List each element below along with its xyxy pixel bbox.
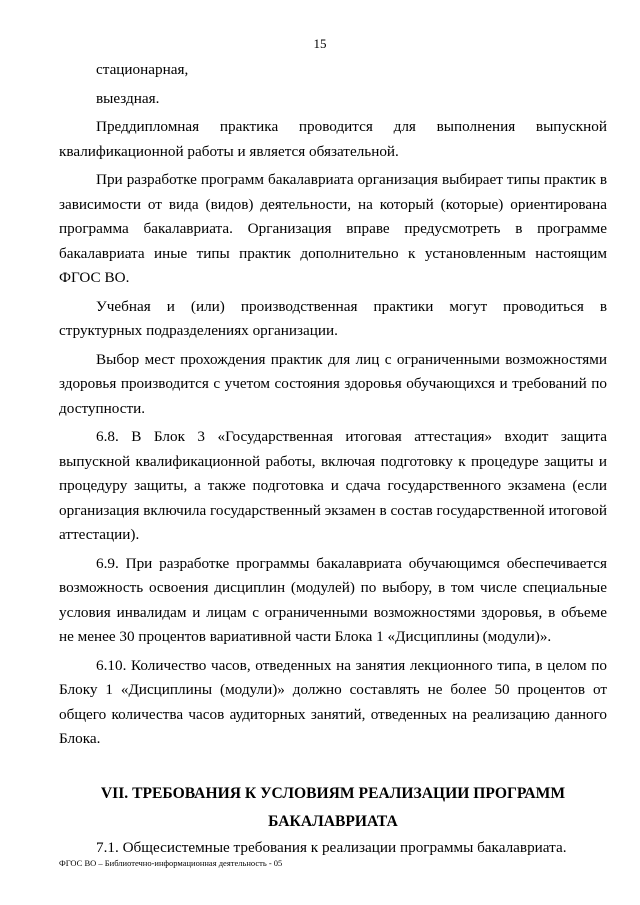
paragraph-list-item-field: выездная. <box>96 89 160 107</box>
paragraph-prediploma-practice: Преддипломная практика проводится для выполнения выпускной квалификационной работы и является обязательной. <box>59 118 607 160</box>
paragraph-disabilities-practice: Выбор мест прохождения практик для лиц с ограниченными возможностями здоровья производится с учетом состояния здоровья обучающихся и требований по доступности. <box>59 350 607 417</box>
page-number: 15 <box>313 36 327 51</box>
paragraph-6-10: 6.10. Количество часов, отведенных на занятия лекционного типа, в целом по Блоку 1 «Дисциплины (модули)» должно составлять не более 50 процентов от общего количества часов аудиторных занятий, отведенных на реализацию данного Блока. <box>59 656 607 747</box>
paragraph-6-9: 6.9. При разработке программы бакалавриата обучающимся обеспечивается возможность освоения дисциплин (модулей) по выбору, в том числе специальные условия инвалидам и лицам с ограниченными возможностями здоровья, в объеме не менее 30 процентов вариативной части Блока 1 «Дисциплины (модули)». <box>59 554 607 645</box>
section-title: VII. ТРЕБОВАНИЯ К УСЛОВИЯМ РЕАЛИЗАЦИИ ПРОГРАММ БАКАЛАВРИАТА <box>100 784 566 830</box>
paragraph-6-8: 6.8. В Блок 3 «Государственная итоговая аттестация» входит защита выпускной квалификационной работы, включая подготовку к процедуре защиты и процедуру защиты, а также подготовка и сдача государственного экзамена (если организация включила государственный экзамен в состав государственной итоговой аттестации). <box>59 428 607 543</box>
footer-text: ФГОС ВО – Библиотечно-информационная деятельность - 05 <box>59 858 283 868</box>
paragraph-7-1: 7.1. Общесистемные требования к реализации программы бакалавриата. <box>96 838 567 856</box>
document-body <box>59 58 607 860</box>
paragraph-structural-units: Учебная и (или) производственная практики могут проводиться в структурных подразделениях организации. <box>59 297 607 339</box>
paragraph-list-item-stationary: стационарная, <box>96 61 189 78</box>
paragraph-practice-types: При разработке программ бакалавриата организация выбирает типы практик в зависимости от вида (видов) деятельности, на который (которые) ориентирована программа бакалавриата. Организация вправе предусмотреть в программе бакалавриата иные типы практик дополнительно к установленным настоящим ФГОС ВО. <box>59 171 607 286</box>
